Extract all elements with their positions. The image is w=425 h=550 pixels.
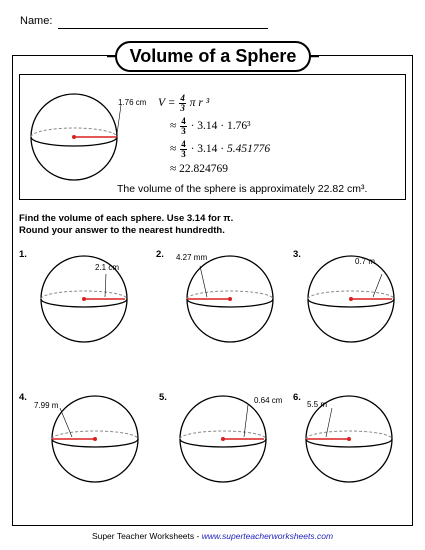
instructions [19,213,233,237]
fraction: $\frac{4}{3}$ [180,93,185,113]
problem-5-sphere [178,394,268,484]
problem-3-radius: 0.7 m [355,257,376,266]
example-radius-label: 1.76 cm [118,98,147,107]
instruction-line-1: Find the volume of each sphere. Use 3.14 for π. [19,213,234,224]
problem-2-number: 2. [156,249,164,260]
problem-2-sphere [185,254,275,344]
name-write-line[interactable] [58,28,268,29]
problem-1-number: 1. [19,249,27,260]
example-sphere [24,92,124,182]
problem-4-number: 4. [19,392,27,403]
formula-line [158,94,209,113]
problem-4-radius: 7.99 m [34,401,59,410]
problem-6-radius: 5.5 m [307,400,328,409]
problem-2-radius: 4.27 mm [176,253,208,262]
formula-lhs: V = [158,97,176,110]
page-title-text: Volume of a Sphere [129,46,297,66]
footer-brand: Super Teacher Worksheets - [91,531,202,541]
page-title [115,41,311,72]
problem-5-radius: 0.64 cm [254,396,283,405]
instruction-line-2: Round your answer to the nearest hundredth. [19,225,225,236]
footer-url-link[interactable]: www.superteacherworksheets.com [201,531,334,541]
step-2: ≈ $\frac{4}{3}$ · 3.14 · 5.451776 [170,139,271,159]
problem-3-sphere [306,254,396,344]
step-1: ≈ $\frac{4}{3}$ · 3.14 · 1.76³ [170,116,251,136]
problem-6-number: 6. [293,392,301,403]
example-summary: The volume of the sphere is approximately 22.82 cm³. [117,183,368,195]
problem-5-number: 5. [159,392,167,403]
problem-4-sphere [50,394,140,484]
footer [0,531,425,541]
problem-1-radius: 2.1 cm [95,263,120,272]
problem-3-number: 3. [293,249,301,260]
name-label: Name: [20,15,53,27]
formula-rest: π r ³ [189,97,210,110]
step-3: ≈ 22.824769 [170,163,229,175]
